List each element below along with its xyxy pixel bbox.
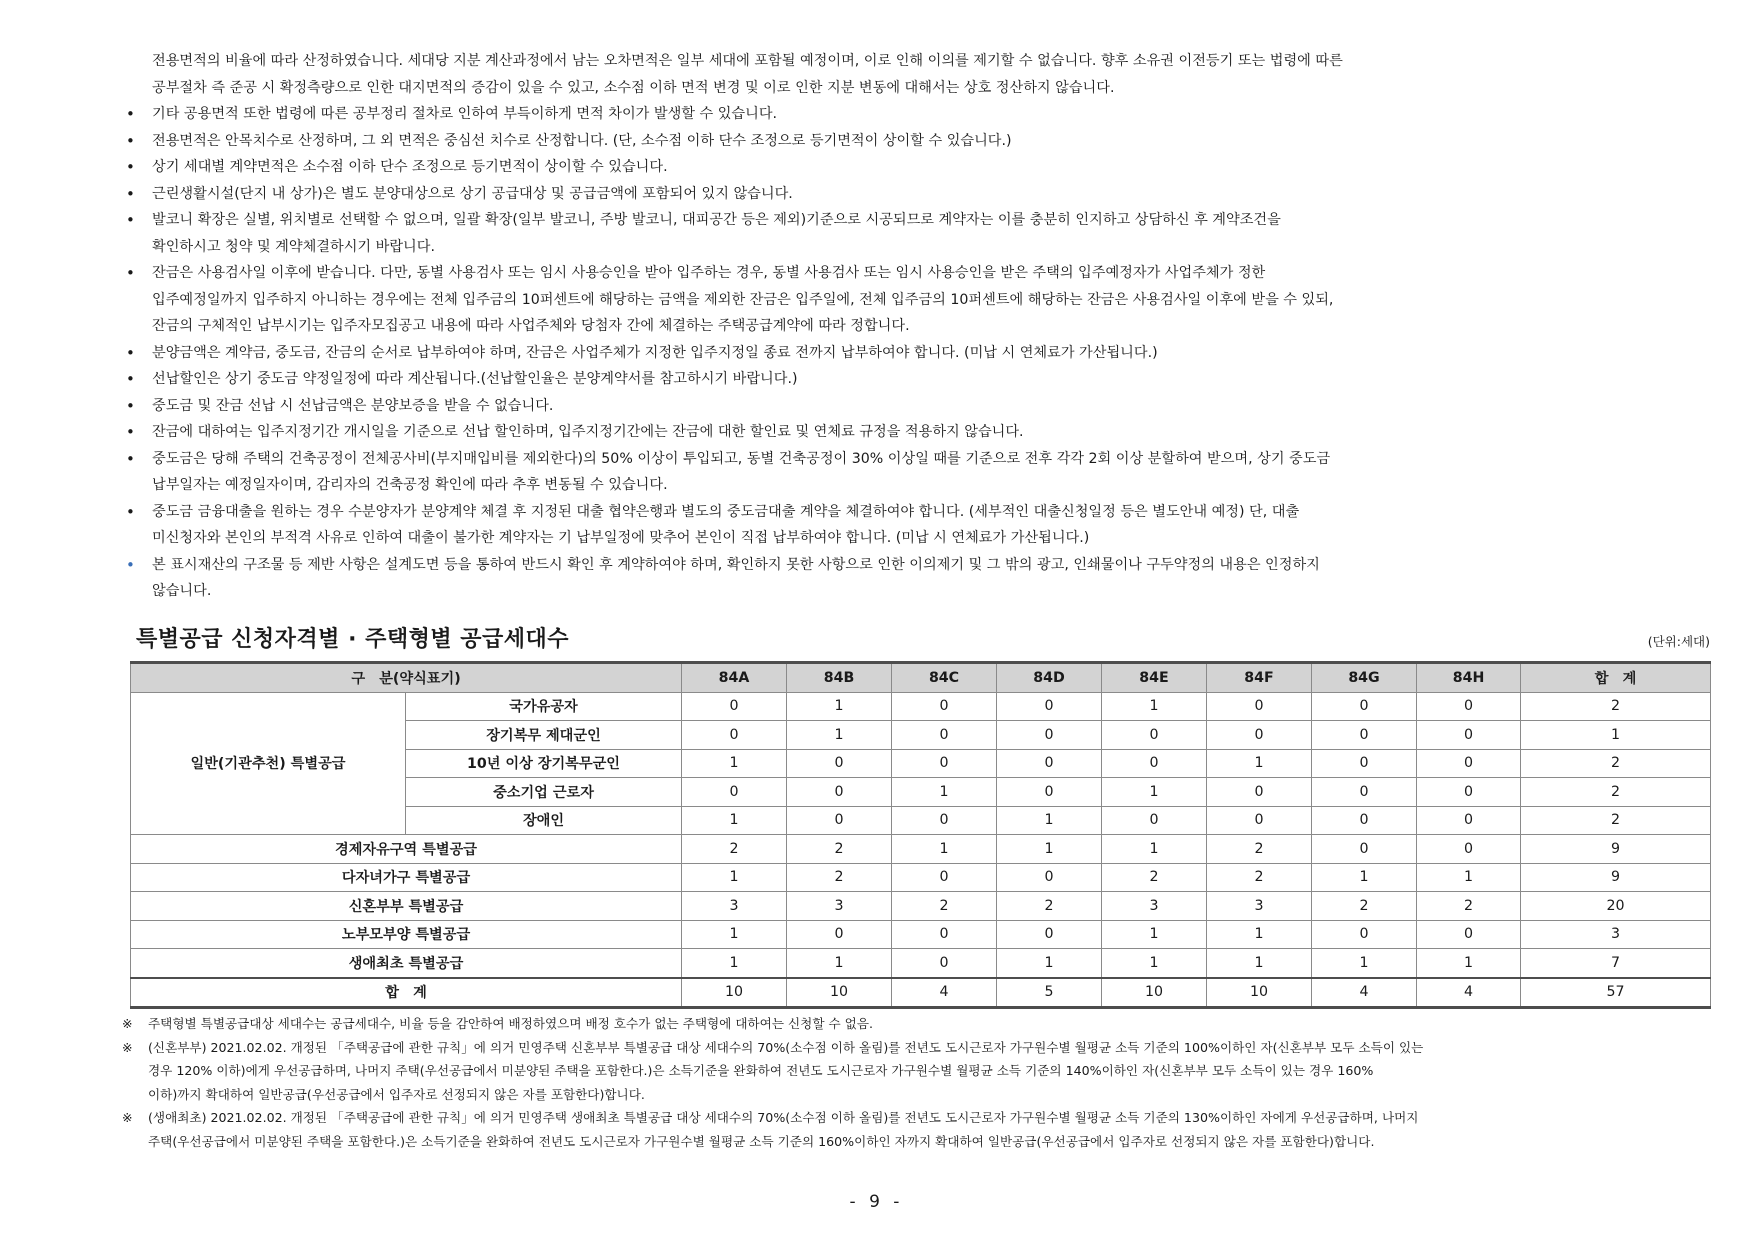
table-header-row: [131, 663, 1711, 693]
cell-value: 0: [1417, 721, 1521, 750]
cell-value: 0: [892, 863, 997, 892]
cell-value: 0: [1312, 835, 1417, 864]
cell-value: 1: [1417, 949, 1521, 978]
cell-value: 0: [892, 749, 997, 778]
cell-value: 3: [1207, 892, 1312, 921]
footnote-text: (신혼부부) 2021.02.02. 개정된 「주택공급에 관한 규칙」에 의거 민영주택 신혼부부 특별공급 대상 세대수의 70%(소수점 이하 올림)를 전년도 도시근로자 가구원수별 월평균 소득 기준의 100%이하인 자(신혼부부 모두 소득이 있는: [148, 1039, 1424, 1055]
footnote-text: 경우 120% 이하)에게 우선공급하며, 나머지 주택(우선공급에서 미분양된 주택을 포함한다.)은 소득기준을 완화하여 전년도 도시근로자 가구원수별 월평균 소득 기준의 140%이하인 자(신혼부부 모두 소득이 있는 경우 160%: [148, 1063, 1374, 1078]
cell-value: 1: [787, 721, 892, 750]
cell-value: 3: [682, 892, 787, 921]
cell-value: 0: [1417, 920, 1521, 949]
header-type-84e: 84E: [1102, 663, 1207, 693]
bullet-dot-icon: •: [126, 184, 135, 203]
supply-table: [130, 661, 1711, 1009]
bullet-item: [120, 101, 1700, 128]
cell-value: 1: [682, 863, 787, 892]
cell-value: 1: [1417, 863, 1521, 892]
footnote-text: 주택(우선공급에서 미분양된 주택을 포함한다.)은 소득기준을 완화하여 전년도 도시근로자 가구원수별 월평균 소득 기준의 160%이하인 자까지 확대하여 일반공급(우선공급에서 입주자로 선정되지 않은 자를 포함한다)합니다.: [148, 1133, 1375, 1149]
cell-value: 2: [1207, 835, 1312, 864]
bullet-text: 않습니다.: [152, 583, 212, 599]
bullet-text: 확인하시고 청약 및 계약체결하시기 바랍니다.: [152, 238, 435, 255]
cell-value: 1: [682, 920, 787, 949]
bullet-text: 잔금은 사용검사일 이후에 받습니다. 다만, 동별 사용검사 또는 임시 사용승인을 받아 입주하는 경우, 동별 사용검사 또는 임시 사용승인을 받은 주택의 입주예정자가 사업주체가 정한: [152, 265, 1266, 281]
row-label: 경제자유구역 특별공급: [131, 835, 682, 864]
row-label: 장애인: [406, 806, 682, 835]
cell-value: 1: [892, 778, 997, 807]
cell-value: 0: [1312, 806, 1417, 835]
bullet-item: [120, 340, 1700, 367]
cell-value: 10: [682, 978, 787, 1008]
cell-value: 1: [997, 949, 1102, 978]
bullet-dot-icon: •: [126, 211, 135, 229]
cell-value: 0: [1102, 749, 1207, 778]
bullet-dot-icon: •: [126, 449, 135, 468]
bullet-text: 분양금액은 계약금, 중도금, 잔금의 순서로 납부하여야 하며, 잔금은 사업주체가 지정한 입주지정일 종료 전까지 납부하여야 합니다. (미납 시 연체료가 가산됩니다.): [152, 344, 1158, 361]
cell-value: 10: [1102, 978, 1207, 1008]
cell-value: 2: [997, 892, 1102, 921]
bullet-text: 잔금에 대하여는 입주지정기간 개시일을 기준으로 선납 할인하며, 입주지정기간에는 잔금에 대한 할인료 및 연체료 규정을 적용하지 않습니다.: [152, 424, 1024, 440]
bullet-item: [120, 446, 1700, 499]
cell-value: 1: [1312, 949, 1417, 978]
cell-value: 1: [1102, 949, 1207, 978]
cell-value: 0: [1417, 692, 1521, 721]
cell-total: 2: [1521, 749, 1711, 778]
cell-total: 3: [1521, 920, 1711, 949]
cell-value: 0: [1207, 692, 1312, 721]
table-row: [131, 949, 1711, 978]
cell-value: 1: [1207, 749, 1312, 778]
cell-value: 2: [1312, 892, 1417, 921]
bullet-text: 본 표시재산의 구조물 등 제반 사항은 설계도면 등을 통하여 반드시 확인 후 계약하여야 하며, 확인하지 못한 사항으로 인한 이의제기 및 그 밖의 광고, 인쇄물이나 구두약정의 내용은 인정하지: [152, 556, 1320, 573]
cell-value: 2: [1207, 863, 1312, 892]
bullet-text: 근린생활시설(단지 내 상가)은 별도 분양대상으로 상기 공급대상 및 공급금액에 포함되어 있지 않습니다.: [152, 185, 793, 202]
table-row: [131, 920, 1711, 949]
bullet-item: [120, 366, 1700, 393]
cell-value: 0: [1312, 749, 1417, 778]
cell-value: 2: [787, 863, 892, 892]
cell-total: 2: [1521, 778, 1711, 807]
row-label: 신혼부부 특별공급: [131, 892, 682, 921]
cell-total: 2: [1521, 806, 1711, 835]
cell-value: 1: [682, 806, 787, 835]
cell-value: 1: [787, 949, 892, 978]
cell-value: 0: [1417, 806, 1521, 835]
bullet-item: [120, 393, 1700, 420]
cell-value: 0: [892, 692, 997, 721]
bullet-text: 전용면적은 안목치수로 산정하며, 그 외 면적은 중심선 치수로 산정합니다. (단, 소수점 이하 단수 조정으로 등기면적이 상이할 수 있습니다.): [152, 132, 1012, 149]
bullet-item: [120, 154, 1700, 181]
cell-value: 1: [1102, 835, 1207, 864]
cell-value: 5: [997, 978, 1102, 1008]
bullet-dot-icon: •: [126, 396, 135, 415]
cell-value: 2: [1417, 892, 1521, 921]
cell-value: 2: [1102, 863, 1207, 892]
bullet-dot-icon: •: [126, 105, 135, 123]
cell-value: 0: [1102, 721, 1207, 750]
row-label: 10년 이상 장기복무군인: [406, 749, 682, 778]
cell-value: 0: [787, 778, 892, 807]
cell-value: 1: [787, 692, 892, 721]
cell-value: 0: [1417, 835, 1521, 864]
bullet-item: [120, 128, 1700, 155]
cell-value: 1: [682, 749, 787, 778]
cell-value: 0: [682, 692, 787, 721]
header-type-84c: 84C: [892, 663, 997, 693]
header-type-84h: 84H: [1417, 663, 1521, 693]
bullet-item: [120, 260, 1700, 340]
table-row: [131, 692, 1711, 721]
bullet-dot-icon: •: [126, 131, 135, 150]
header-category: 구 분(약식표기): [131, 663, 682, 693]
bullet-dot-icon: •: [126, 555, 135, 574]
row-label: 다자녀가구 특별공급: [131, 863, 682, 892]
cell-value: 0: [1312, 778, 1417, 807]
header-type-84f: 84F: [1207, 663, 1312, 693]
bullet-text: 중도금은 당해 주택의 건축공정이 전체공사비(부지매입비를 제외한다)의 50% 이상이 투입되고, 동별 건축공정이 30% 이상일 때를 기준으로 전후 각각 2회 이상 분할하여 받으며, 상기 중도금: [152, 450, 1331, 467]
header-type-84a: 84A: [682, 663, 787, 693]
header-total: 합 계: [1521, 663, 1711, 693]
cell-total: 20: [1521, 892, 1711, 921]
table-row: [131, 892, 1711, 921]
cell-value: 1: [1312, 863, 1417, 892]
row-label: 노부모부양 특별공급: [131, 920, 682, 949]
bullet-text: 발코니 확장은 실별, 위치별로 선택할 수 없으며, 일괄 확장(일부 발코니, 주방 발코니, 대피공간 등은 제외)기준으로 시공되므로 계약자는 이를 충분히 인지하고 상담하신 후 계약조건을: [152, 212, 1281, 228]
reference-mark-icon: ※: [122, 1016, 133, 1031]
bullet-text: 중도금 및 잔금 선납 시 선납금액은 분양보증을 받을 수 없습니다.: [152, 397, 554, 414]
cell-value: 4: [892, 978, 997, 1008]
cell-value: 0: [682, 721, 787, 750]
bullet-text: 입주예정일까지 입주하지 아니하는 경우에는 전체 입주금의 10퍼센트에 해당하는 금액을 제외한 잔금은 입주일에, 전체 입주금의 10퍼센트에 해당하는 잔금은 사용검사일 이후에 받을 수 있되,: [152, 291, 1334, 308]
cell-value: 0: [1312, 920, 1417, 949]
cell-value: 1: [1207, 920, 1312, 949]
total-label: 합 계: [131, 978, 682, 1008]
bullet-item: [120, 419, 1700, 446]
cell-value: 0: [892, 721, 997, 750]
bullet-text: 미신청자와 본인의 부적격 사유로 인하여 대출이 불가한 계약자는 기 납부일정에 맞추어 본인이 직접 납부하여야 합니다. (미납 시 연체료가 가산됩니다.): [152, 530, 1090, 546]
notice-bullet-list: [120, 101, 1700, 605]
bullet-item: [120, 207, 1700, 260]
section-title: 특별공급 신청자격별 · 주택형별 공급세대수: [136, 627, 570, 652]
cell-total: 1: [1521, 721, 1711, 750]
bullet-item: [120, 499, 1700, 552]
cell-value: 3: [1102, 892, 1207, 921]
intro-line: 공부절차 즉 준공 시 확정측량으로 인한 대지면적의 증감이 있을 수 있고, 소수점 이하 면적 변경 및 이로 인한 지분 변동에 대해서는 상호 정산하지 않습니다.: [152, 80, 1115, 96]
footnote-text: 이하)까지 확대하여 일반공급(우선공급에서 입주자로 선정되지 않은 자를 포함한다)합니다.: [148, 1086, 645, 1102]
cell-value: 0: [997, 778, 1102, 807]
intro-line: 전용면적의 비율에 따라 산정하였습니다. 세대당 지분 계산과정에서 남는 오차면적은 일부 세대에 포함될 예정이며, 이로 인해 이의를 제기할 수 없습니다. 향후 소유권 이전등기 또는 법령에 따른: [152, 53, 1343, 69]
cell-value: 1: [1102, 920, 1207, 949]
bullet-text: 기타 공용면적 또한 법령에 따른 공부정리 절차로 인하여 부득이하게 면적 차이가 발생할 수 있습니다.: [152, 106, 778, 122]
bullet-dot-icon: •: [126, 264, 135, 282]
cell-value: 4: [1312, 978, 1417, 1008]
cell-value: 0: [1207, 721, 1312, 750]
cell-value: 0: [787, 806, 892, 835]
cell-value: 0: [997, 920, 1102, 949]
cell-value: 1: [1102, 778, 1207, 807]
reference-mark-icon: ※: [122, 1039, 133, 1055]
cell-value: 3: [787, 892, 892, 921]
footnotes: [120, 1012, 1720, 1153]
footnote-text: (생애최초) 2021.02.02. 개정된 「주택공급에 관한 규칙」에 의거 민영주택 생애최초 특별공급 대상 세대수의 70%(소수점 이하 올림)를 전년도 도시근로자 가구원수별 월평균 소득 기준의 130%이하인 자에게 우선공급하며, 나머지: [148, 1110, 1419, 1125]
bullet-dot-icon: •: [126, 158, 135, 176]
cell-value: 4: [1417, 978, 1521, 1008]
cell-value: 0: [892, 949, 997, 978]
cell-value: 0: [1312, 721, 1417, 750]
bullet-item: [120, 181, 1700, 208]
row-label: 중소기업 근로자: [406, 778, 682, 807]
cell-value: 0: [1102, 806, 1207, 835]
cell-value: 1: [892, 835, 997, 864]
cell-value: 0: [997, 749, 1102, 778]
bullet-text: 잔금의 구체적인 납부시기는 입주자모집공고 내용에 따라 사업주체와 당첨자 간에 체결하는 주택공급계약에 따라 정합니다.: [152, 318, 910, 334]
unit-label: (단위:세대): [1647, 634, 1710, 649]
cell-value: 0: [997, 692, 1102, 721]
intro-paragraph: [152, 48, 1692, 102]
bullet-text: 상기 세대별 계약면적은 소수점 이하 단수 조정으로 등기면적이 상이할 수 있습니다.: [152, 159, 668, 175]
cell-value: 0: [682, 778, 787, 807]
row-label: 장기복무 제대군인: [406, 721, 682, 750]
row-label: 국가유공자: [406, 692, 682, 721]
cell-value: 2: [787, 835, 892, 864]
cell-value: 0: [997, 863, 1102, 892]
cell-total: 2: [1521, 692, 1711, 721]
cell-value: 10: [787, 978, 892, 1008]
header-type-84b: 84B: [787, 663, 892, 693]
cell-value: 1: [1207, 949, 1312, 978]
cell-value: 1: [997, 835, 1102, 864]
cell-total: 9: [1521, 835, 1711, 864]
row-label: 생애최초 특별공급: [131, 949, 682, 978]
header-type-84g: 84G: [1312, 663, 1417, 693]
footnote: [120, 1106, 1720, 1153]
cell-value: 0: [997, 721, 1102, 750]
cell-value: 1: [1102, 692, 1207, 721]
cell-value: 1: [997, 806, 1102, 835]
cell-total: 9: [1521, 863, 1711, 892]
bullet-dot-icon: •: [126, 502, 135, 521]
cell-value: 0: [787, 920, 892, 949]
reference-mark-icon: ※: [122, 1110, 133, 1125]
bullet-dot-icon: •: [126, 343, 135, 362]
table-total-row: [131, 978, 1711, 1008]
footnote: [120, 1012, 1720, 1036]
cell-value: 2: [892, 892, 997, 921]
cell-value: 0: [1207, 778, 1312, 807]
table-row: [131, 835, 1711, 864]
page-number: - 9 -: [849, 1192, 904, 1212]
cell-value: 0: [1207, 806, 1312, 835]
cell-value: 0: [892, 920, 997, 949]
bullet-dot-icon: •: [126, 370, 135, 388]
cell-value: 0: [892, 806, 997, 835]
bullet-dot-icon: •: [126, 423, 135, 441]
cell-value: 0: [1417, 778, 1521, 807]
cell-value: 1: [682, 949, 787, 978]
bullet-item: [120, 552, 1700, 605]
group-label: 일반(기관추천) 특별공급: [131, 692, 406, 835]
bullet-text: 중도금 금융대출을 원하는 경우 수분양자가 분양계약 체결 후 지정된 대출 협약은행과 별도의 중도금대출 계약을 체결하여야 합니다. (세부적인 대출신청일정 등은 별도안내 예정) 단, 대출: [152, 503, 1300, 520]
cell-value: 0: [1312, 692, 1417, 721]
cell-total: 57: [1521, 978, 1711, 1008]
bullet-text: 납부일자는 예정일자이며, 감리자의 건축공정 확인에 따라 추후 변동될 수 있습니다.: [152, 477, 668, 493]
bullet-text: 선납할인은 상기 중도금 약정일정에 따라 계산됩니다.(선납할인율은 분양계약서를 참고하시기 바랍니다.): [152, 371, 798, 387]
footnote: [120, 1036, 1720, 1107]
header-type-84d: 84D: [997, 663, 1102, 693]
table-row: [131, 863, 1711, 892]
cell-total: 7: [1521, 949, 1711, 978]
cell-value: 10: [1207, 978, 1312, 1008]
cell-value: 0: [1417, 749, 1521, 778]
cell-value: 2: [682, 835, 787, 864]
cell-value: 0: [787, 749, 892, 778]
footnote-text: 주택형별 특별공급대상 세대수는 공급세대수, 비율 등을 감안하여 배정하였으며 배정 호수가 없는 주택형에 대하여는 신청할 수 없음.: [148, 1016, 873, 1031]
